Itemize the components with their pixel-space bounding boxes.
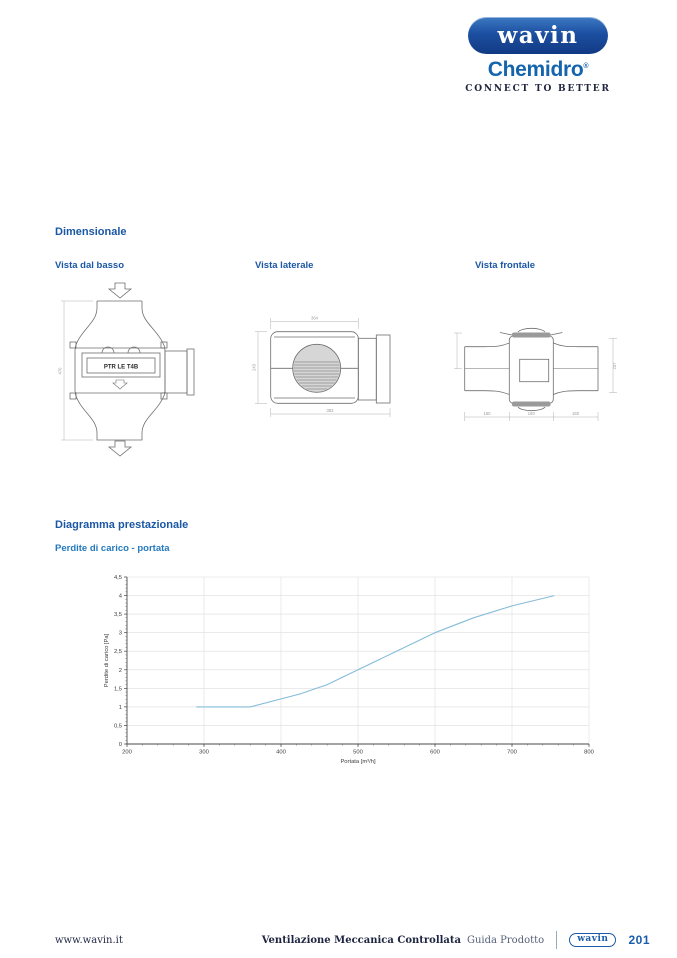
page-footer — [55, 929, 650, 951]
svg-text:Portata [m³/h]: Portata [m³/h] — [340, 759, 376, 765]
svg-text:1,5: 1,5 — [113, 686, 122, 693]
dim-383: 383 — [326, 408, 334, 413]
brand-tagline: CONNECT TO BETTER — [465, 84, 611, 95]
drawing-bottom-view — [58, 281, 224, 471]
view-label-front: Vista frontale — [475, 260, 536, 271]
drawing-side-view — [252, 298, 424, 420]
product-label: PTR LE T4B — [103, 364, 139, 371]
dim-160-left: 160 — [483, 411, 491, 416]
flow-arrow-bottom-icon — [109, 441, 131, 456]
footer-divider — [556, 931, 557, 949]
footer-website: www.wavin.it — [55, 934, 123, 946]
svg-text:Perdite di carico [Pa]: Perdite di carico [Pa] — [104, 633, 110, 688]
svg-text:200: 200 — [122, 749, 132, 756]
section-title-performance: Diagramma prestazionale — [55, 519, 189, 531]
view-label-side: Vista laterale — [255, 260, 314, 271]
dim-150-center: 150 — [527, 411, 535, 416]
footer-doc-title: Ventilazione Meccanica Controllata — [261, 934, 461, 946]
chart-subtitle: Perdite di carico - portata — [55, 543, 170, 554]
svg-text:2,5: 2,5 — [113, 649, 122, 656]
flow-arrow-top-icon — [109, 283, 131, 298]
svg-text:4,5: 4,5 — [113, 575, 122, 581]
dim-237: 237 — [611, 362, 617, 370]
svg-text:400: 400 — [276, 749, 286, 756]
chemidro-logo: Chemidro® — [487, 58, 589, 81]
svg-text:800: 800 — [584, 749, 594, 756]
dim-364: 364 — [311, 315, 318, 321]
svg-text:0: 0 — [118, 742, 122, 748]
svg-text:700: 700 — [507, 749, 517, 756]
svg-text:300: 300 — [199, 749, 209, 756]
dim-160-right: 160 — [572, 411, 580, 416]
svg-text:1: 1 — [118, 704, 122, 711]
view-label-bottom: Vista dal basso — [55, 260, 124, 271]
drawing-front-view — [452, 300, 632, 430]
footer-doc-subtitle: Guida Prodotto — [467, 934, 545, 946]
wavin-logo-icon — [468, 17, 608, 54]
dim-470: 470 — [58, 367, 63, 375]
pressure-drop-chart — [100, 566, 605, 781]
svg-text:600: 600 — [430, 749, 440, 756]
svg-text:2: 2 — [118, 667, 122, 674]
svg-text:0,5: 0,5 — [113, 723, 122, 730]
dim-243: 243 — [252, 364, 257, 371]
svg-text:4: 4 — [118, 593, 122, 600]
svg-text:500: 500 — [353, 749, 363, 756]
brand-block — [458, 17, 618, 94]
svg-text:3: 3 — [118, 630, 122, 637]
footer-wavin-logo-icon: wavin — [569, 933, 616, 948]
wavin-logo-text: wavin — [497, 22, 579, 49]
page-number: 201 — [628, 933, 650, 947]
registered-mark: ® — [583, 63, 589, 70]
section-title-dimensional: Dimensionale — [55, 226, 127, 238]
svg-text:3,5: 3,5 — [113, 612, 122, 619]
